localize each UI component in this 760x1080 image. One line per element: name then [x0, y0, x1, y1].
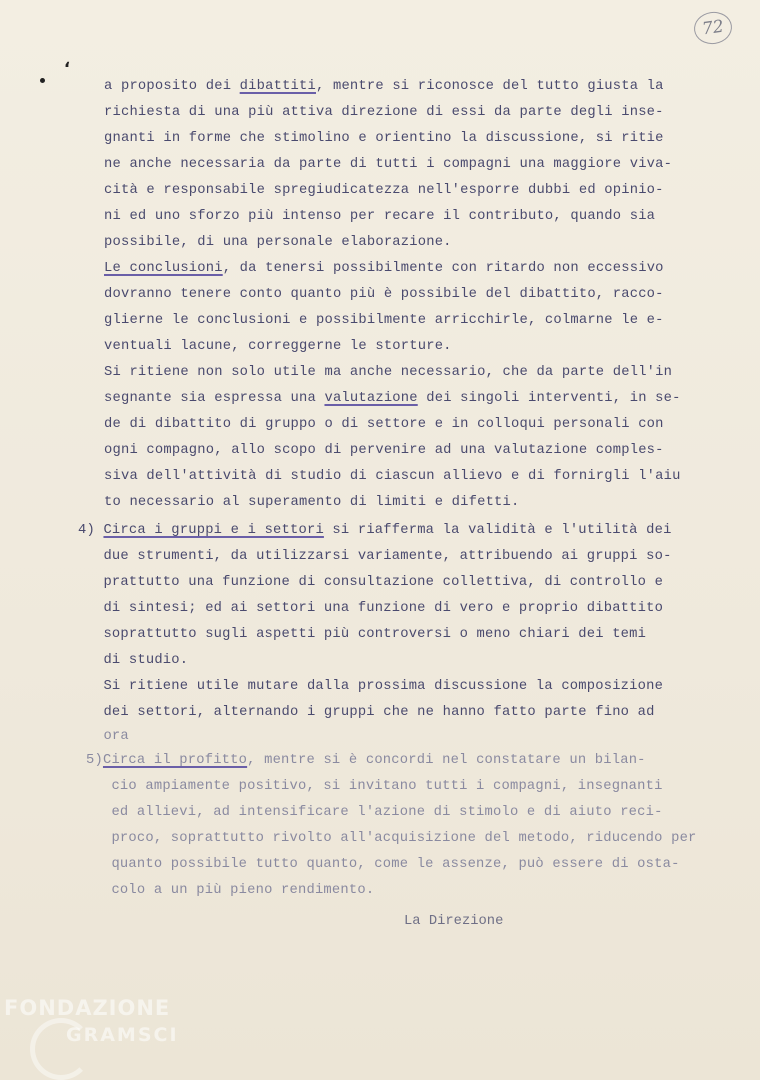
margin-tick-mark: ،: [64, 52, 71, 71]
paragraph-4-line-3: prattutto una funzione di consultazione collettiva, di controllo e: [78, 575, 664, 590]
paragraph-5-line-2: cio ampiamente positivo, si invitano tutti i compagni, insegnanti: [86, 779, 663, 794]
text-segment: a proposito dei: [104, 79, 240, 94]
paragraph-1-line-2: richiesta di una più attiva direzione di essi da parte degli inse-: [104, 105, 664, 120]
paragraph-5-line-4: proco, soprattutto rivolto all'acquisizione del metodo, riducendo per: [86, 831, 697, 846]
paragraph-4-line-4: di sintesi; ed ai settori una funzione di vero e proprio dibattito: [78, 601, 664, 616]
paragraph-3-line-4: ogni compagno, allo scopo di pervenire ad una valutazione comples-: [104, 443, 664, 458]
margin-dot-mark: [40, 78, 45, 83]
paragraph-4-line-9: ora: [78, 729, 129, 744]
watermark-logo: [4, 996, 194, 1076]
paragraph-5-line-5: quanto possibile tutto quanto, come le assenze, può essere di osta-: [86, 857, 680, 872]
paragraph-3-line-1: Si ritiene non solo utile ma anche necessario, che da parte dell'in: [104, 365, 673, 380]
paragraph-2-line-2: dovranno tenere conto quanto più è possibile del dibattito, racco-: [104, 287, 664, 302]
text-segment: , da tenersi possibilmente con ritardo non eccessivo: [222, 261, 664, 276]
underlined-term-dibattiti: dibattiti: [239, 79, 316, 94]
text-segment: dei singoli interventi, in se-: [417, 391, 681, 406]
paragraph-5-line-6: colo a un più pieno rendimento.: [86, 883, 375, 898]
paragraph-4-line-1: [78, 518, 672, 544]
paragraph-2-line-4: ventuali lacune, correggerne le storture.: [104, 339, 452, 354]
paragraph-4-line-6: di studio.: [78, 653, 189, 668]
paragraph-3-line-2: [104, 386, 681, 412]
paragraph-2-line-3: glierne le conclusioni e possibilmente arricchirle, colmarne le e-: [104, 313, 664, 328]
text-segment: , mentre si riconosce del tutto giusta la: [316, 79, 664, 94]
item-number: 4): [78, 523, 104, 538]
paragraph-4-line-7: Si ritiene utile mutare dalla prossima discussione la composizione: [78, 679, 664, 694]
paragraph-2-line-1: [104, 256, 664, 282]
paragraph-1-line-5: cità e responsabile spregiudicatezza nell'esporre dubbi ed opinio-: [104, 183, 664, 198]
underlined-term-valutazione: valutazione: [324, 391, 418, 406]
paragraph-3-line-6: to necessario al superamento di limiti e difetti.: [104, 495, 520, 510]
item-number: 5): [86, 753, 103, 768]
paragraph-1-line-4: ne anche necessaria da parte di tutti i compagni una maggiore viva-: [104, 157, 673, 172]
paragraph-1-line-7: possibile, di una personale elaborazione.: [104, 235, 452, 250]
text-segment: si riafferma la validità e l'utilità dei: [323, 523, 672, 538]
signature-la-direzione: La Direzione: [404, 914, 504, 929]
page-number-stamp: 72: [692, 10, 734, 47]
watermark-text-2: GRAMSCI: [66, 1024, 179, 1046]
paragraph-1-line-3: gnanti in forme che stimolino e orientino la discussione, si ritie: [104, 131, 664, 146]
paragraph-4-line-5: soprattutto sugli aspetti più controversi o meno chiari dei temi: [78, 627, 647, 642]
text-segment: segnante sia espressa una: [104, 391, 325, 406]
underlined-term-gruppi-settori: Circa i gruppi e i settori: [103, 523, 324, 538]
paragraph-1-line-1: [104, 74, 664, 100]
paragraph-5-line-3: ed allievi, ad intensificare l'azione di stimolo e di aiuto reci-: [86, 805, 663, 820]
underlined-term-profitto: Circa il profitto: [102, 753, 248, 768]
paragraph-1-line-6: ni ed uno sforzo più intenso per recare il contributo, quando sia: [104, 209, 656, 224]
text-segment: , mentre si è concordi nel constatare un bilan-: [247, 753, 646, 768]
paragraph-3-line-5: siva dell'attività di studio di ciascun allievo e di fornirgli l'aiu: [104, 469, 681, 484]
watermark-text-1: FONDAZIONE: [4, 996, 171, 1020]
underlined-term-conclusioni: Le conclusioni: [104, 261, 223, 276]
paragraph-3-line-3: de di dibattito di gruppo o di settore e in colloqui personali con: [104, 417, 664, 432]
paragraph-5-line-1: [86, 748, 646, 774]
paragraph-4-line-8: dei settori, alternando i gruppi che ne hanno fatto parte fino ad: [78, 705, 655, 720]
paragraph-4-line-2: due strumenti, da utilizzarsi variamente, attribuendo ai gruppi so-: [78, 549, 672, 564]
